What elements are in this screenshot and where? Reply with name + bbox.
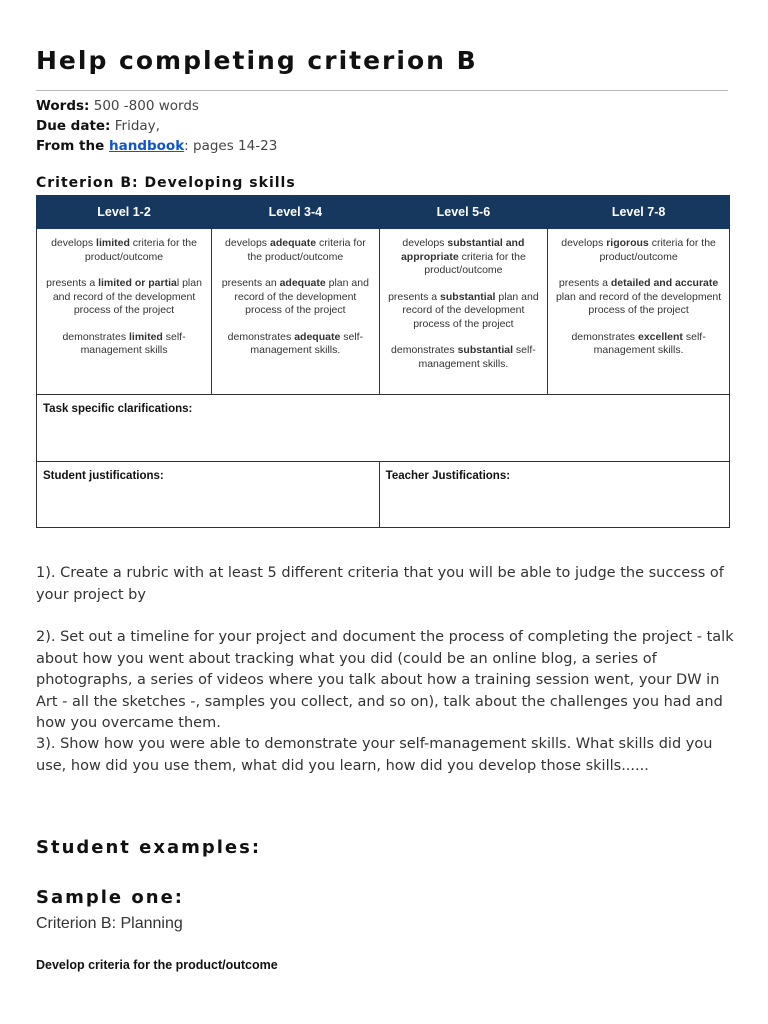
rubric-table bbox=[36, 195, 730, 528]
task-clarifications-row bbox=[37, 395, 730, 462]
level-cell bbox=[548, 229, 730, 395]
descriptor: presents a limited or partial plan and record of the development process of the project bbox=[46, 277, 202, 316]
level-header: Level 7-8 bbox=[548, 196, 730, 229]
develop-criteria-heading: Develop criteria for the product/outcome bbox=[36, 958, 278, 972]
level-cell bbox=[37, 229, 212, 395]
descriptor: demonstrates excellent self-management skills. bbox=[571, 330, 706, 356]
justifications-row bbox=[37, 462, 730, 528]
teacher-justifications-label: Teacher Justifications: bbox=[379, 462, 729, 528]
section-heading: Criterion B: Developing skills bbox=[36, 175, 296, 191]
due-date-value: Friday, bbox=[110, 118, 160, 134]
handbook-link[interactable]: handbook bbox=[108, 138, 185, 154]
descriptor: develops adequate criteria for the product/outcome bbox=[225, 237, 366, 263]
from-handbook-line bbox=[36, 138, 277, 154]
descriptor: demonstrates adequate self-management skills. bbox=[227, 330, 364, 356]
descriptor: demonstrates limited self-management skills bbox=[62, 330, 186, 356]
words-label: Words: bbox=[36, 98, 90, 114]
pages-value: : pages 14-23 bbox=[184, 138, 278, 154]
sample-subtitle: Criterion B: Planning bbox=[36, 915, 183, 932]
question-2: 2). Set out a timeline for your project and document the process of completing the project - talk about how you went about tracking what you did (could be an online blog, a series of photographs, a series of videos where you talk about how a training session went, your DW in Art - all the sketches -, samples you collect, and so on), talk about the challenges you had and how you overcame them. bbox=[36, 629, 734, 731]
level-cell bbox=[212, 229, 380, 395]
question-3: 3). Show how you were able to demonstrate your self-management skills. What skills did you use, how did you use them, what did you learn, how did you develop those skills...... bbox=[36, 736, 713, 774]
descriptor: presents a detailed and accurate plan and record of the development process of the project bbox=[555, 277, 722, 316]
due-date-label: Due date: bbox=[36, 118, 111, 134]
descriptor: presents an adequate plan and record of the development process of the project bbox=[221, 277, 369, 316]
descriptor: presents a substantial plan and record of the development process of the project bbox=[388, 290, 539, 330]
descriptor: demonstrates substantial self-management skills. bbox=[391, 344, 536, 370]
level-header: Level 1-2 bbox=[37, 196, 212, 229]
sample-one-heading: Sample one: bbox=[36, 887, 184, 908]
due-date-line bbox=[36, 118, 160, 134]
question-1: 1). Create a rubric with at least 5 different criteria that you will be able to judge the success of your project by bbox=[36, 565, 724, 603]
words-value: 500 -800 words bbox=[89, 98, 199, 114]
rubric-header-row bbox=[37, 196, 730, 229]
student-examples-heading: Student examples: bbox=[36, 837, 262, 858]
level-header: Level 3-4 bbox=[212, 196, 380, 229]
task-clarifications-label: Task specific clarifications: bbox=[37, 395, 730, 462]
level-header: Level 5-6 bbox=[379, 196, 547, 229]
page-title: Help completing criterion B bbox=[36, 46, 478, 75]
title-divider bbox=[36, 90, 728, 91]
rubric-descriptor-row bbox=[37, 229, 730, 395]
words-line bbox=[36, 98, 199, 114]
student-justifications-label: Student justifications: bbox=[37, 462, 380, 528]
level-cell bbox=[379, 229, 547, 395]
descriptor: develops substantial and appropriate criteria for the product/outcome bbox=[400, 237, 526, 276]
descriptor: develops limited criteria for the product/outcome bbox=[51, 237, 197, 263]
descriptor: develops rigorous criteria for the product/outcome bbox=[561, 237, 716, 263]
from-label: From the bbox=[36, 138, 109, 154]
